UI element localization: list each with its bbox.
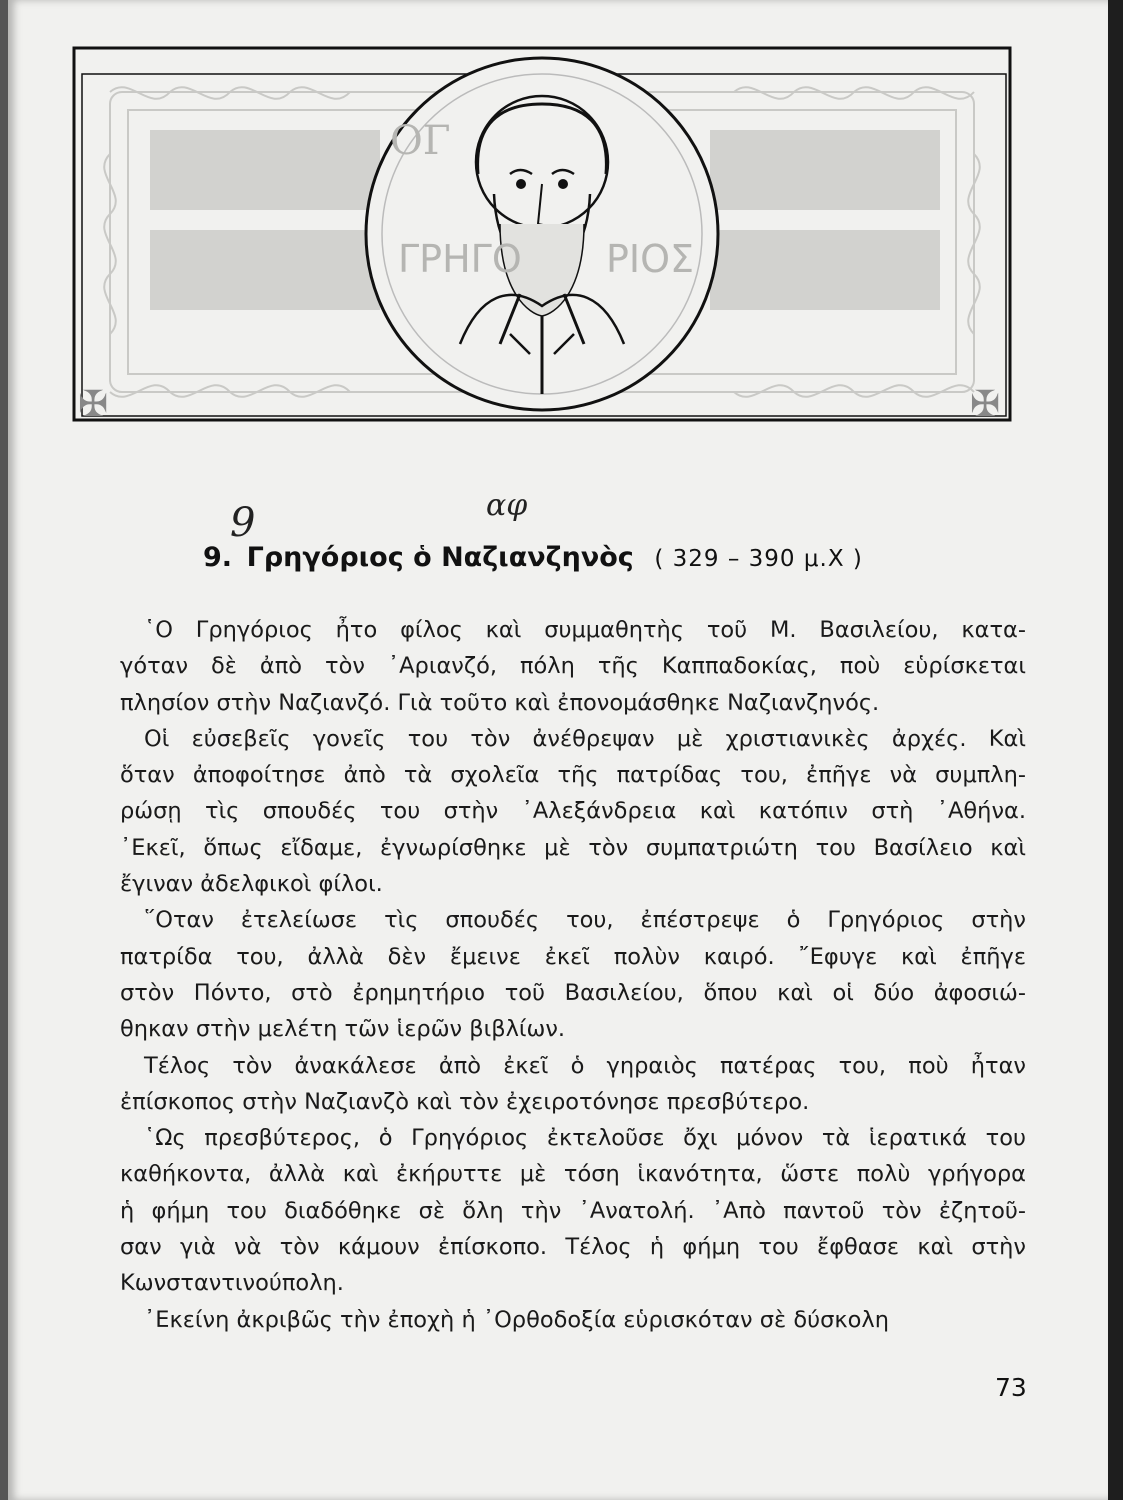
text-line: στὸν Πόντο, στὸ ἐρημητήριο τοῦ Βασιλείου, ὅπου καὶ οἱ δύο ἀφοσιώ-: [120, 979, 1026, 1006]
text-line: γόταν δὲ ἀπὸ τὸν ᾿Αριανζό, πόλη τῆς Καππαδοκίας, ποὺ εὑρίσκεται: [120, 653, 1026, 680]
inscription-right-bottom: ΡΙΟΣ: [606, 237, 695, 281]
text-line: σαν γιὰ νὰ τὸν κάμουν ἐπίσκοπο. Τέλος ἡ φήμη του ἔφθασε καὶ στὴν: [120, 1234, 1026, 1261]
text-line: ῾Ως πρεσβύτερος, ὁ Γρηγόριος ἐκτελοῦσε ὄχι μόνον τὰ ἱερατικά του: [144, 1125, 1026, 1152]
text-line: ρώσῃ τὶς σπουδές του στὴν ᾿Αλεξάνδρεια καὶ κατόπιν στὴ ᾿Αθήνα.: [120, 798, 1026, 825]
handwritten-mark: αφ: [486, 488, 528, 523]
text-line: πατρίδα του, ἀλλὰ δὲν ἔμεινε ἐκεῖ πολὺν καιρό. ῎Εφυγε καὶ ἐπῆγε: [120, 943, 1026, 970]
handwritten-number: 9: [230, 500, 256, 546]
chapter-heading: [203, 542, 963, 573]
text-line: ᾿Εκεῖ, ὅπως εἴδαμε, ἐγνωρίσθηκε μὲ τὸν συμπατριώτη του Βασίλειο καὶ: [120, 834, 1026, 861]
body-text: [120, 612, 1026, 1338]
text-line: Οἱ εὐσεβεῖς γονεῖς του τὸν ἀνέθρεψαν μὲ χριστιανικὲς ἀρχές. Καὶ: [144, 725, 1026, 752]
text-line: ᾿Εκείνη ἀκριβῶς τὴν ἐποχὴ ἡ ᾿Ορθοδοξία εὑρισκόταν σὲ δύσκολη: [144, 1306, 889, 1333]
text-line: Τέλος τὸν ἀνακάλεσε ἀπὸ ἐκεῖ ὁ γηραιὸς πατέρας του, ποὺ ἦταν: [144, 1052, 1026, 1079]
text-line: ἐπίσκοπος στὴν Ναζιανζὸ καὶ τὸν ἐχειροτόνησε πρεσβύτερο.: [120, 1088, 810, 1115]
inscription-left-bottom: ΓΡΗΓΟ: [398, 237, 522, 281]
heading-name: Γρηγόριος ὁ Ναζιανζηνὸς: [246, 542, 634, 573]
text-line: ῞Οταν ἐτελείωσε τὶς σπουδές του, ἐπέστρεψε ὁ Γρηγόριος στὴν: [144, 907, 1026, 934]
book-spine: [0, 0, 8, 1500]
heading-number: 9.: [203, 542, 233, 573]
text-line: ἔγιναν ἀδελφικοὶ φίλοι.: [120, 871, 383, 898]
icon-banner: [70, 44, 1014, 424]
page-number: 73: [995, 1373, 1027, 1402]
text-line: Κωνσταντινούπολη.: [120, 1270, 344, 1297]
icon-illustration: [70, 44, 1014, 424]
text-line: καθήκοντα, ἀλλὰ καὶ ἐκήρυττε μὲ τόση ἱκανότητα, ὥστε πολὺ γρήγορα: [120, 1161, 1026, 1188]
heading-dates: ( 329 – 390 μ.Χ ): [654, 546, 863, 572]
text-line: ῾Ο Γρηγόριος ἦτο φίλος καὶ συμμαθητὴς τοῦ Μ. Βασιλείου, κατα-: [144, 617, 1026, 643]
book-page: [8, 0, 1108, 1500]
svg-text:✠: ✠: [78, 384, 109, 424]
svg-text:✠: ✠: [970, 384, 1001, 424]
text-line: θηκαν στὴν μελέτη τῶν ἱερῶν βιβλίων.: [120, 1016, 566, 1043]
text-line: πλησίον στὴν Ναζιανζό. Γιὰ τοῦτο καὶ ἐπονομάσθηκε Ναζιανζηνός.: [120, 689, 880, 716]
text-line: ἡ φήμη του διαδόθηκε σὲ ὅλη τὴν ᾿Ανατολή. ᾿Απὸ παντοῦ τὸν ἐζητοῦ-: [120, 1197, 1026, 1224]
text-line: ὅταν ἀποφοίτησε ἀπὸ τὰ σχολεῖα τῆς πατρίδας του, ἐπῆγε νὰ συμπλη-: [120, 762, 1026, 789]
inscription-left-top: ΟΓ: [390, 118, 451, 164]
page-edge-shadow: [1108, 0, 1123, 1500]
